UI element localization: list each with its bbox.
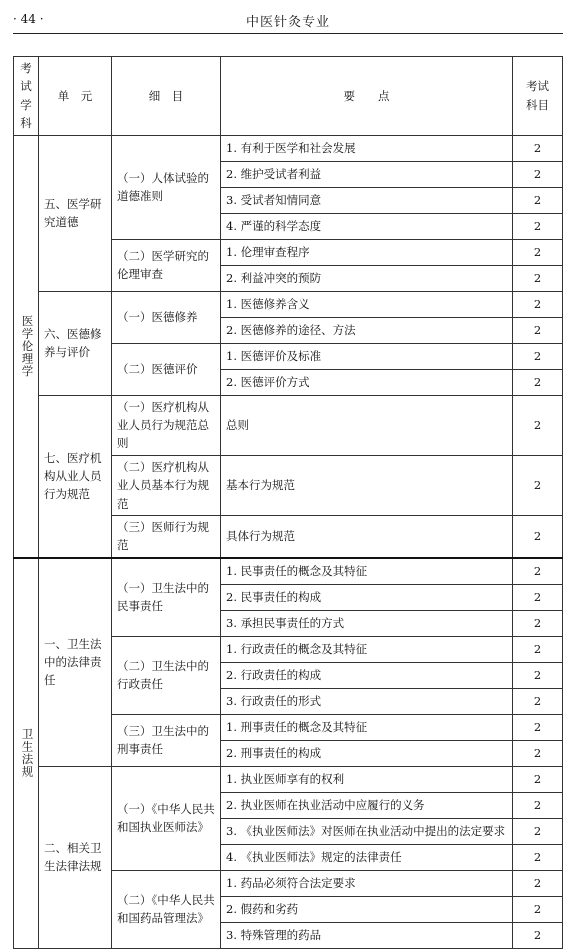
table-row	[14, 395, 563, 455]
point-cell: 3. 《执业医师法》对医师在执业活动中提出的法定要求	[221, 818, 513, 844]
level-cell: 2	[513, 455, 563, 515]
header-points: 要 点	[221, 57, 513, 136]
point-cell: 3. 特殊管理的药品	[221, 922, 513, 948]
level-cell: 2	[513, 870, 563, 896]
unit-cell: 五、医学研究道德	[39, 135, 112, 291]
page-number: · 44 ·	[13, 12, 44, 26]
point-cell: 2. 刑事责任的构成	[221, 740, 513, 766]
syllabus-table	[13, 56, 563, 949]
level-cell: 2	[513, 395, 563, 455]
point-cell: 2. 医德修养的途径、方法	[221, 317, 513, 343]
point-cell: 基本行为规范	[221, 455, 513, 515]
subject-cell	[14, 558, 39, 949]
detail-cell: （一）《中华人民共和国执业医师法》	[112, 766, 221, 870]
point-cell: 3. 行政责任的形式	[221, 688, 513, 714]
page-header	[13, 0, 563, 34]
point-cell: 3. 承担民事责任的方式	[221, 610, 513, 636]
point-cell: 具体行为规范	[221, 515, 513, 557]
detail-cell: （三）医师行为规范	[112, 515, 221, 557]
header-row	[14, 57, 563, 136]
point-cell: 2. 医德评价方式	[221, 369, 513, 395]
level-cell: 2	[513, 187, 563, 213]
point-cell: 1. 刑事责任的概念及其特征	[221, 714, 513, 740]
detail-cell: （二）卫生法中的行政责任	[112, 636, 221, 714]
detail-cell: （二）医疗机构从业人员基本行为规范	[112, 455, 221, 515]
point-cell: 总则	[221, 395, 513, 455]
level-cell: 2	[513, 792, 563, 818]
level-cell: 2	[513, 688, 563, 714]
header-detail: 细 目	[112, 57, 221, 136]
unit-cell: 七、医疗机构从业人员行为规范	[39, 395, 112, 558]
table-row	[14, 135, 563, 161]
level-cell: 2	[513, 766, 563, 792]
detail-cell: （二）《中华人民共和国药品管理法》	[112, 870, 221, 948]
detail-cell: （二）医学研究的伦理审查	[112, 239, 221, 291]
level-cell: 2	[513, 662, 563, 688]
level-cell: 2	[513, 636, 563, 662]
point-cell: 2. 行政责任的构成	[221, 662, 513, 688]
level-cell: 2	[513, 922, 563, 948]
detail-cell: （一）医疗机构从业人员行为规范总则	[112, 395, 221, 455]
level-cell: 2	[513, 584, 563, 610]
subject-cell	[14, 135, 39, 558]
point-cell: 1. 执业医师享有的权利	[221, 766, 513, 792]
table-row	[14, 291, 563, 317]
point-cell: 1. 有利于医学和社会发展	[221, 135, 513, 161]
point-cell: 1. 医德评价及标准	[221, 343, 513, 369]
header-level: 考试 科目	[513, 57, 563, 136]
level-cell: 2	[513, 844, 563, 870]
point-cell: 4. 严谨的科学态度	[221, 213, 513, 239]
point-cell: 3. 受试者知情同意	[221, 187, 513, 213]
detail-cell: （三）卫生法中的刑事责任	[112, 714, 221, 766]
point-cell: 2. 利益冲突的预防	[221, 265, 513, 291]
point-cell: 1. 医德修养含义	[221, 291, 513, 317]
detail-cell: （一）医德修养	[112, 291, 221, 343]
level-cell: 2	[513, 558, 563, 585]
table-body	[14, 135, 563, 948]
point-cell: 2. 民事责任的构成	[221, 584, 513, 610]
point-cell: 1. 行政责任的概念及其特征	[221, 636, 513, 662]
table-row	[14, 558, 563, 585]
header-unit: 单 元	[39, 57, 112, 136]
detail-cell: （一）人体试验的道德准则	[112, 135, 221, 239]
unit-cell: 一、卫生法中的法律责任	[39, 558, 112, 767]
point-cell: 1. 药品必须符合法定要求	[221, 870, 513, 896]
level-cell: 2	[513, 369, 563, 395]
detail-cell: （二）医德评价	[112, 343, 221, 395]
running-title: 中医针灸专业	[245, 15, 330, 30]
level-cell: 2	[513, 714, 563, 740]
point-cell: 1. 民事责任的概念及其特征	[221, 558, 513, 585]
point-cell: 2. 维护受试者利益	[221, 161, 513, 187]
level-cell: 2	[513, 161, 563, 187]
level-cell: 2	[513, 239, 563, 265]
level-cell: 2	[513, 610, 563, 636]
level-cell: 2	[513, 317, 563, 343]
unit-cell: 二、相关卫生法律法规	[39, 766, 112, 948]
subject-label: 卫生法规	[20, 728, 35, 779]
detail-cell: （一）卫生法中的民事责任	[112, 558, 221, 637]
header-subject: 考试 学科	[14, 57, 39, 136]
level-cell: 2	[513, 896, 563, 922]
point-cell: 2. 执业医师在执业活动中应履行的义务	[221, 792, 513, 818]
subject-label: 医学伦理学	[20, 314, 35, 378]
level-cell: 2	[513, 135, 563, 161]
level-cell: 2	[513, 515, 563, 557]
unit-cell: 六、医德修养与评价	[39, 291, 112, 395]
level-cell: 2	[513, 291, 563, 317]
level-cell: 2	[513, 740, 563, 766]
point-cell: 2. 假药和劣药	[221, 896, 513, 922]
point-cell: 4. 《执业医师法》规定的法律责任	[221, 844, 513, 870]
table-row	[14, 766, 563, 792]
point-cell: 1. 伦理审查程序	[221, 239, 513, 265]
level-cell: 2	[513, 818, 563, 844]
level-cell: 2	[513, 343, 563, 369]
level-cell: 2	[513, 265, 563, 291]
level-cell: 2	[513, 213, 563, 239]
